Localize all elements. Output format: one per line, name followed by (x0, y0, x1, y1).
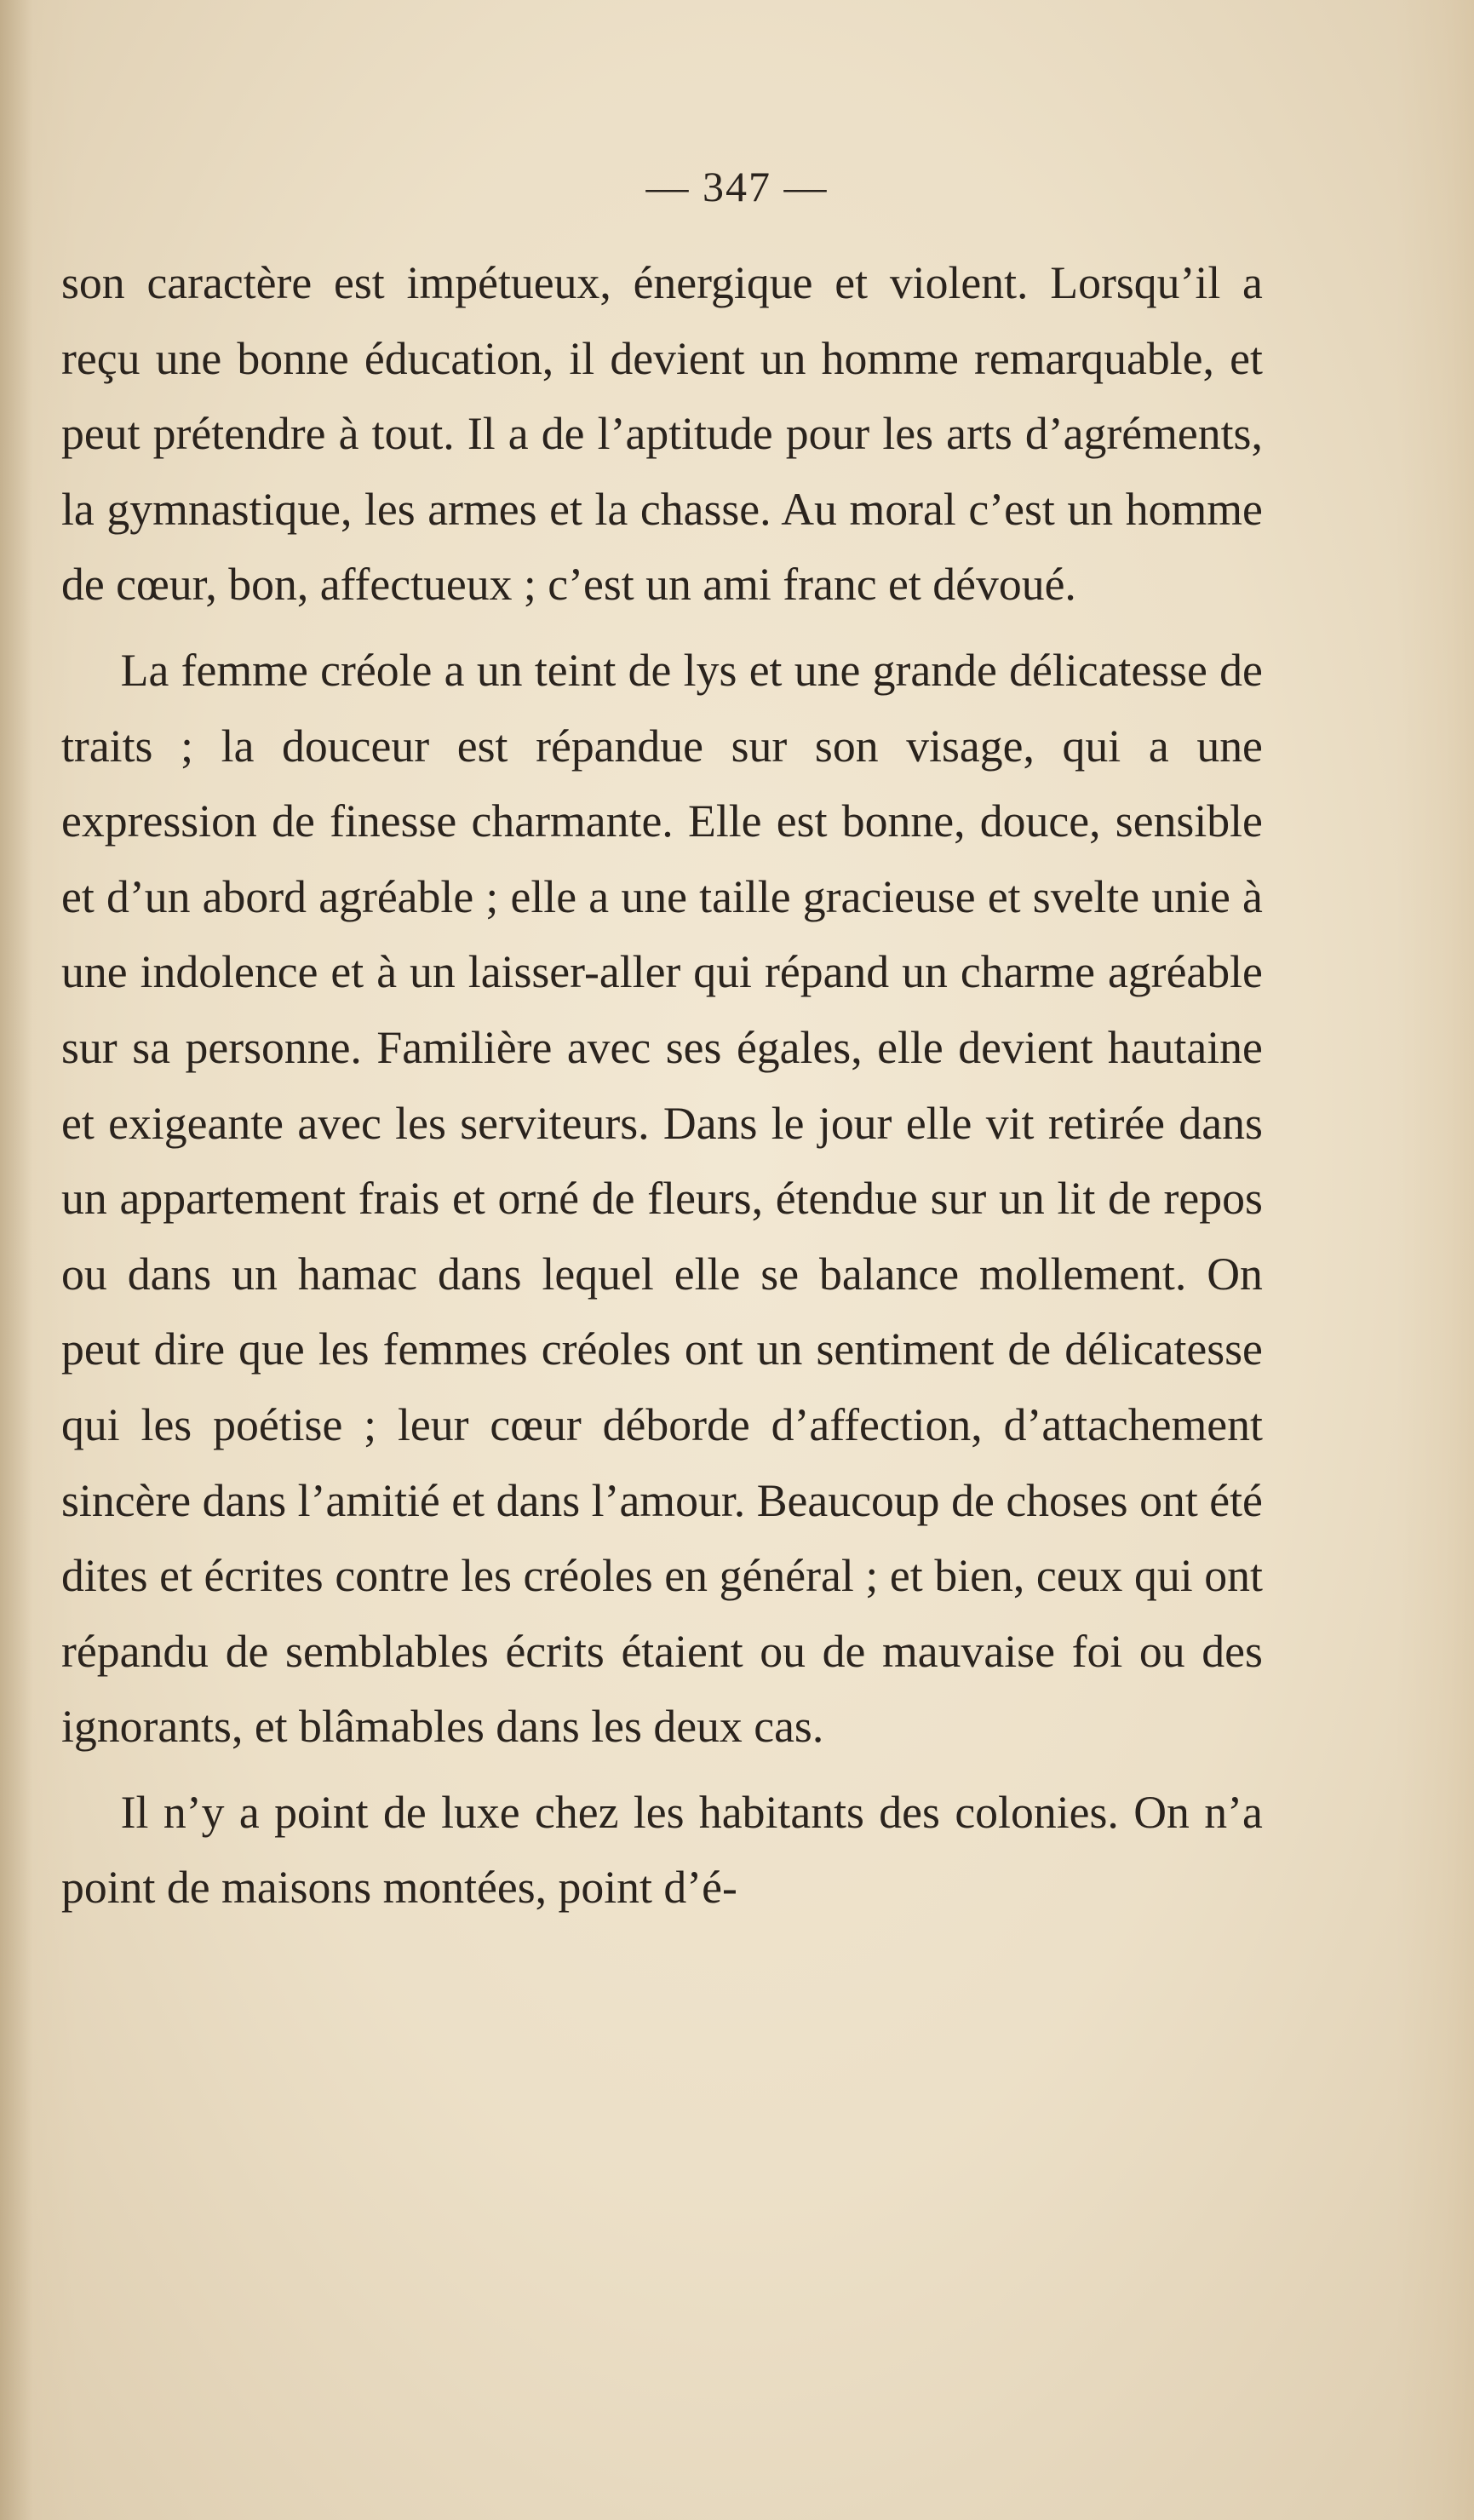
page-body-text (61, 245, 1263, 1926)
page-number: — 347 — (645, 163, 829, 210)
paragraph-3: Il n’y a point de luxe chez les habitants des colonies. On n’a point de maisons montées, point d’é- (61, 1786, 1263, 1914)
page-spine-shadow (0, 0, 32, 2520)
paragraph-2: La femme créole a un teint de lys et une grande délicatesse de traits ; la douceur est répandue sur son visage, qui a une expression de finesse charmante. Elle est bonne, douce, sensible et d’un abord agréable ; elle a une taille gracieuse et svelte unie à une indolence et à un laisser-aller qui répand un charme agréable sur sa personne. Familière avec ses égales, elle devient hautaine et exigeante avec les serviteurs. Dans le jour elle vit retirée dans un appartement frais et orné de fleurs, étendue sur un lit de repos ou dans un hamac dans lequel elle se balance mollement. On peut dire que les femmes créoles ont un sentiment de délicatesse qui les poétise ; leur cœur déborde d’affection, d’attachement sincère dans l’amitié et dans l’amour. Beaucoup de choses ont été dites et écrites contre les créoles en général ; et bien, ceux qui ont répandu de semblables écrits étaient ou de mauvaise foi ou des ignorants, et blâmables dans les deux cas. (61, 644, 1263, 1753)
paragraph-1: son caractère est impétueux, énergique et violent. Lorsqu’il a reçu une bonne éducation, il devient un homme remarquable, et peut prétendre à tout. Il a de l’aptitude pour les arts d’agréments, la gymnastique, les armes et la chasse. Au moral c’est un homme de cœur, bon, affectueux ; c’est un ami franc et dévoué. (61, 257, 1263, 611)
